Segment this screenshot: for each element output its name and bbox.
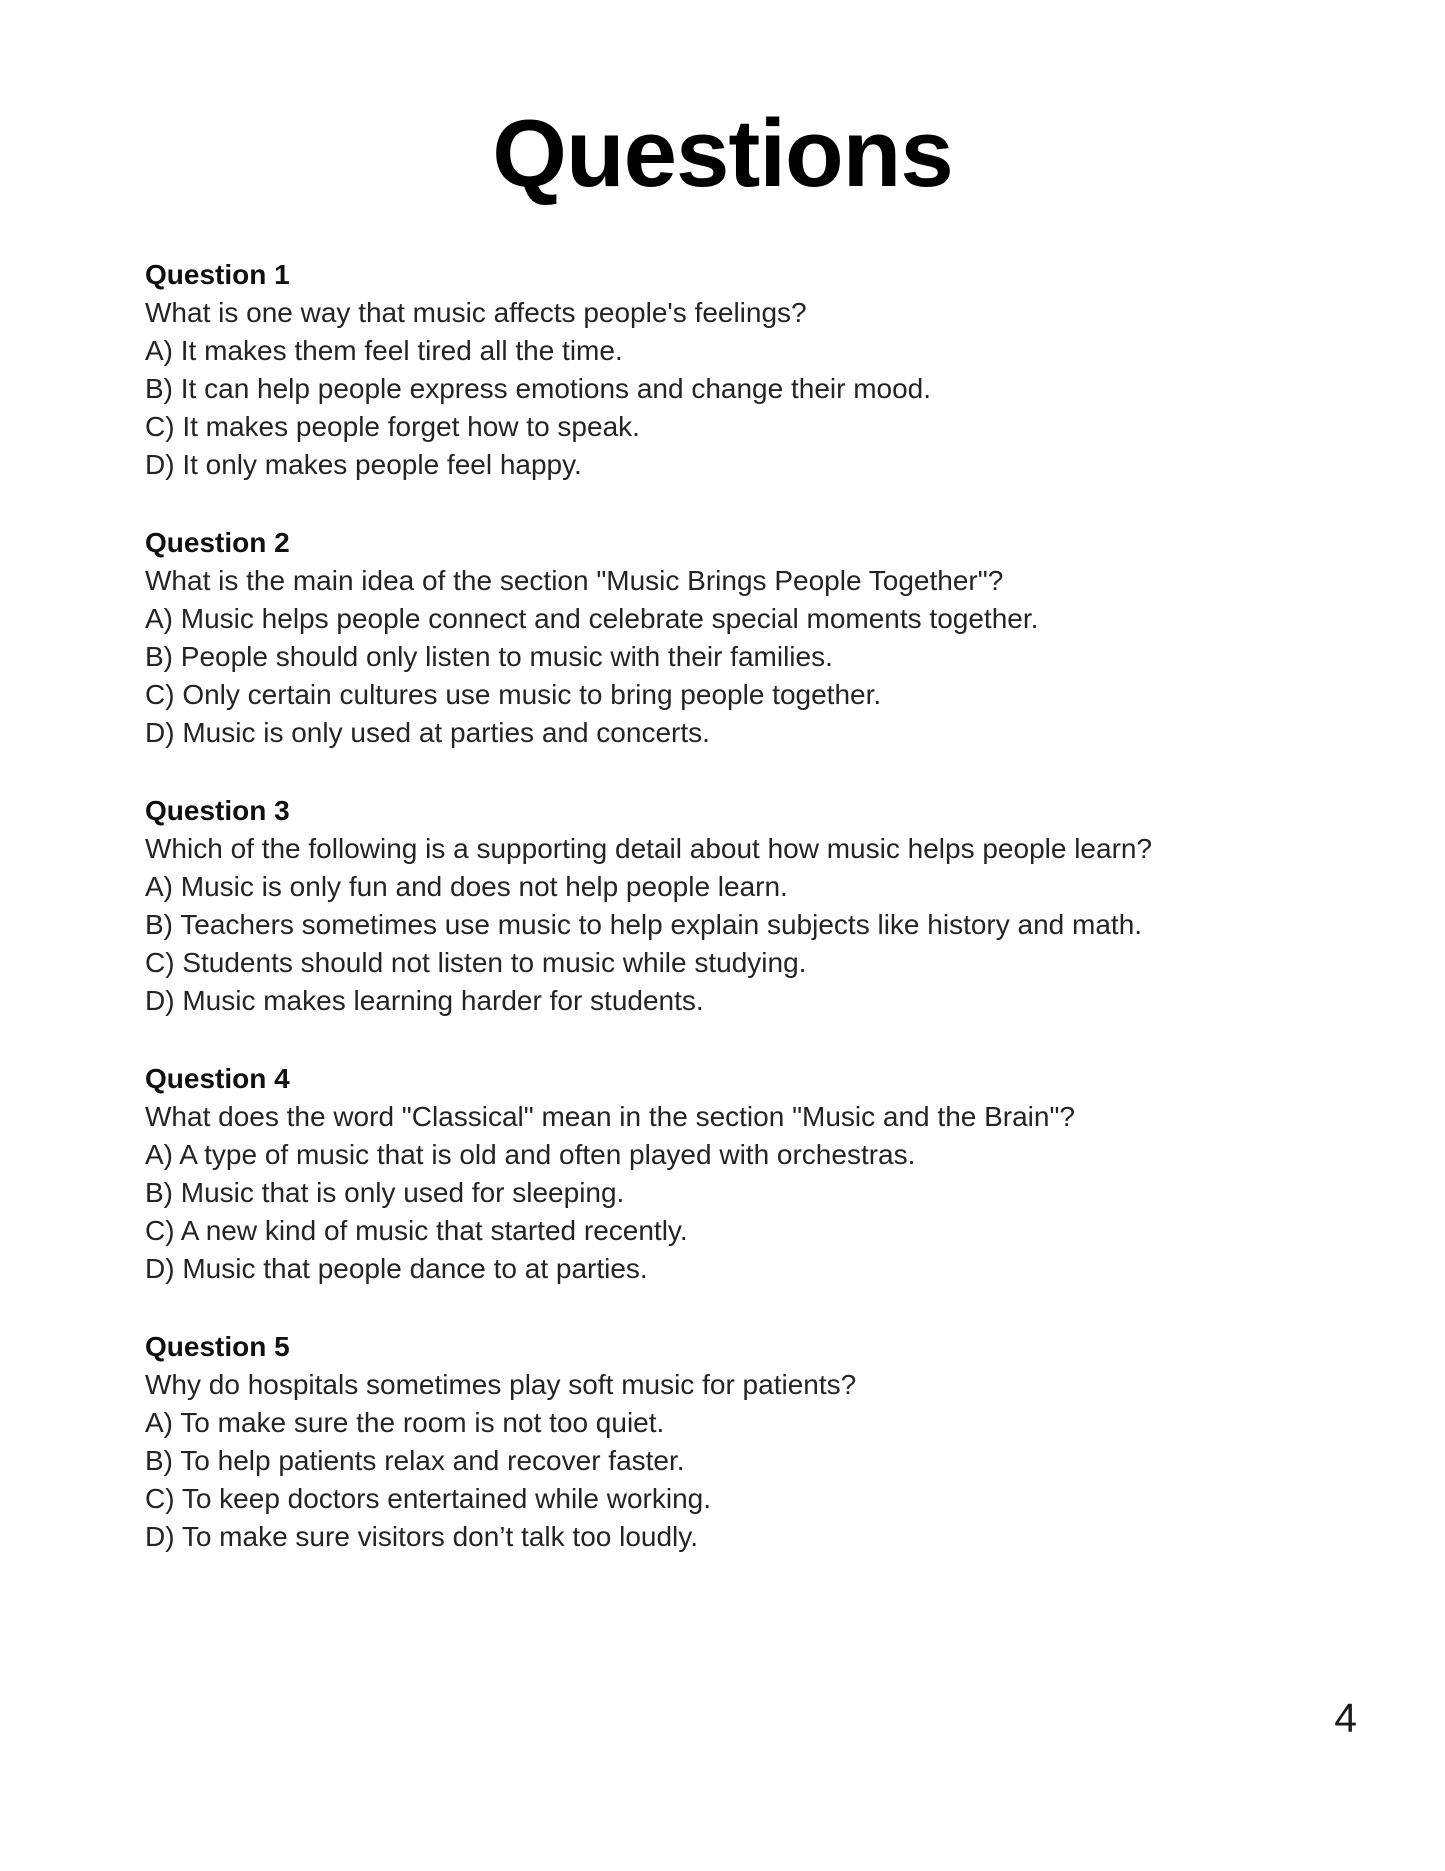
question-option: B) Music that is only used for sleeping. <box>145 1177 625 1208</box>
questions-list <box>145 256 1405 1596</box>
question-option: A) Music is only fun and does not help people learn. <box>145 871 788 902</box>
question-prompt: What is one way that music affects people's feelings? <box>145 297 807 328</box>
question-option: D) Music makes learning harder for students. <box>145 985 704 1016</box>
question-prompt: Why do hospitals sometimes play soft music for patients? <box>145 1369 857 1400</box>
question-option: D) Music is only used at parties and concerts. <box>145 717 710 748</box>
question-option: A) Music helps people connect and celebrate special moments together. <box>145 603 1039 634</box>
question-option: C) To keep doctors entertained while working. <box>145 1483 712 1514</box>
question-label: Question 3 <box>145 795 290 826</box>
question-option: A) To make sure the room is not too quiet. <box>145 1407 665 1438</box>
question-option: B) People should only listen to music with their families. <box>145 641 833 672</box>
question-option: C) A new kind of music that started recently. <box>145 1215 688 1246</box>
question-prompt: What is the main idea of the section "Music Brings People Together"? <box>145 565 1004 596</box>
question-option: A) It makes them feel tired all the time. <box>145 335 623 366</box>
question-block <box>145 256 1405 484</box>
question-option: C) Students should not listen to music while studying. <box>145 947 807 978</box>
question-option: B) It can help people express emotions and change their mood. <box>145 373 932 404</box>
question-option: B) Teachers sometimes use music to help explain subjects like history and math. <box>145 909 1143 940</box>
question-block <box>145 1060 1405 1288</box>
question-block <box>145 1328 1405 1556</box>
question-label: Question 2 <box>145 527 290 558</box>
question-label: Question 4 <box>145 1063 290 1094</box>
question-block <box>145 792 1405 1020</box>
question-label: Question 5 <box>145 1331 290 1362</box>
question-prompt: What does the word "Classical" mean in the section "Music and the Brain"? <box>145 1101 1075 1132</box>
question-option: C) It makes people forget how to speak. <box>145 411 640 442</box>
question-option: B) To help patients relax and recover faster. <box>145 1445 685 1476</box>
question-option: D) Music that people dance to at parties. <box>145 1253 648 1284</box>
question-label: Question 1 <box>145 259 290 290</box>
page-number: 4 <box>1334 1695 1357 1741</box>
question-option: C) Only certain cultures use music to bring people together. <box>145 679 882 710</box>
question-option: D) To make sure visitors don’t talk too loudly. <box>145 1521 698 1552</box>
question-block <box>145 524 1405 752</box>
question-prompt: Which of the following is a supporting detail about how music helps people learn? <box>145 833 1153 864</box>
page-title: Questions <box>492 100 953 207</box>
question-option: A) A type of music that is old and often played with orchestras. <box>145 1139 916 1170</box>
question-option: D) It only makes people feel happy. <box>145 449 582 480</box>
